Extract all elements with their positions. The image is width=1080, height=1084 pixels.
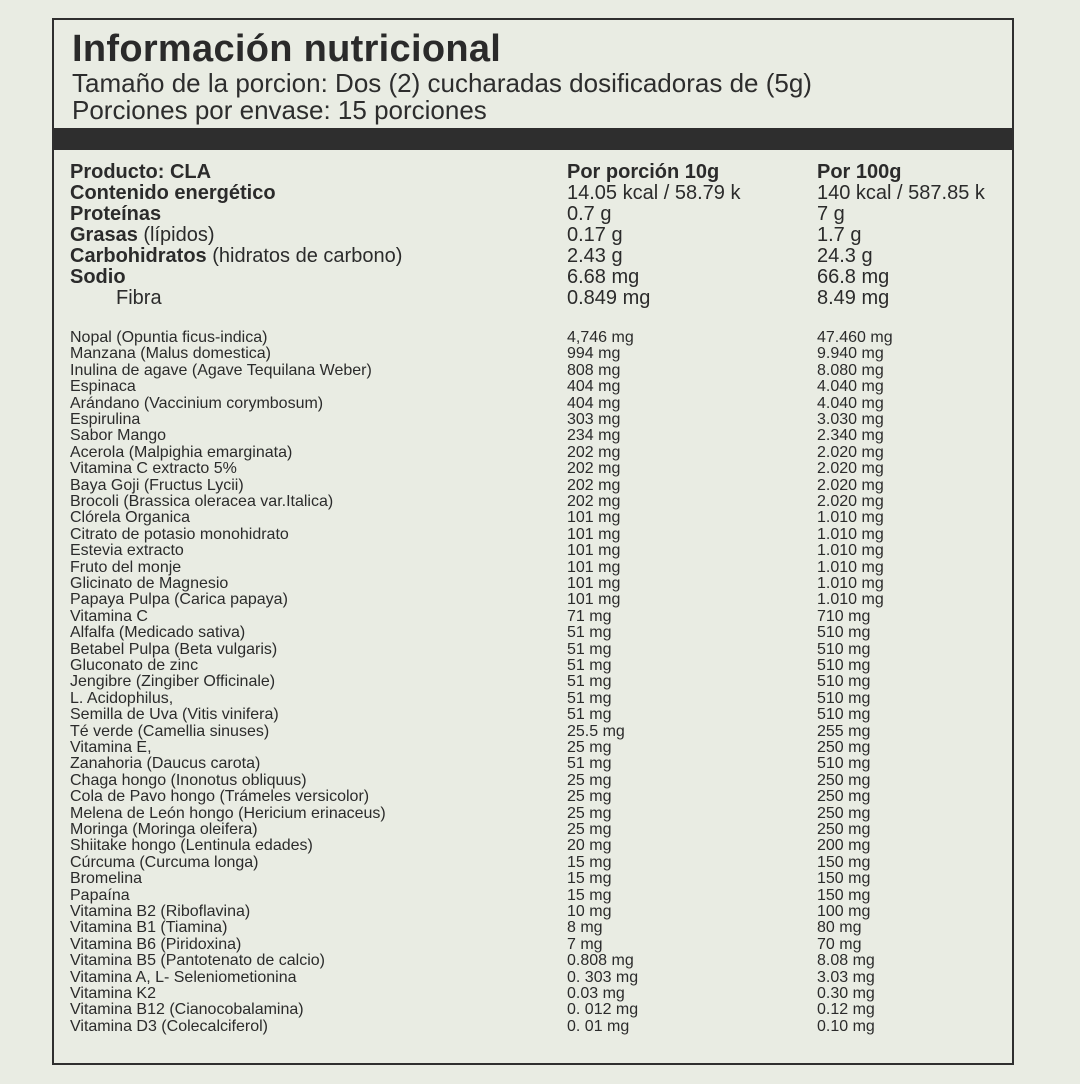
- macro-serving: 14.05 kcal / 58.79 k: [567, 182, 741, 204]
- macro-name: Carbohidratos: [70, 245, 207, 267]
- nutrition-label: [52, 18, 1014, 1065]
- ingredient-name: Baya Goji (Fructus Lycii): [70, 476, 244, 494]
- ingredient-name: Vitamina B6 (Piridoxina): [70, 935, 242, 953]
- ingredient-serving: 25 mg: [567, 771, 612, 789]
- ingredient-serving: 202 mg: [567, 443, 621, 461]
- macro-name: Grasas: [70, 224, 138, 246]
- ingredient-name: Bromelina: [70, 870, 143, 888]
- macro-label: [70, 246, 402, 267]
- ingredient-serving: 25 mg: [567, 804, 612, 822]
- ingredient-serving: 0. 012 mg: [567, 1001, 639, 1019]
- ingredient-serving: 51 mg: [567, 624, 612, 642]
- macro-per100: 1.7 g: [817, 224, 862, 246]
- ingredient-name: Papaína: [70, 886, 130, 904]
- macro-serving: 6.68 mg: [567, 266, 640, 288]
- ingredient-name: Papaya Pulpa (Carica papaya): [70, 591, 288, 609]
- ingredient-name: Betabel Pulpa (Beta vulgaris): [70, 640, 278, 658]
- macro-per100: 7 g: [817, 203, 845, 225]
- ingredient-serving: 202 mg: [567, 476, 621, 494]
- ingredient-per100: 100 mg: [817, 903, 871, 920]
- ingredient-per100: 70 mg: [817, 935, 862, 953]
- ingredient-per100: 1.010 mg: [817, 591, 884, 609]
- ingredient-per100: 1.010 mg: [817, 542, 884, 560]
- ingredient-per100: 200 mg: [817, 837, 871, 855]
- ingredient-name: Glicinato de Magnesio: [70, 575, 229, 592]
- label-title: Información nutricional: [72, 28, 502, 70]
- ingredient-per100: 8.080 mg: [817, 361, 884, 379]
- ingredient-serving: 404 mg: [567, 394, 621, 412]
- macro-qualifier: (hidratos de carbono): [206, 245, 403, 267]
- ingredient-serving: 101 mg: [567, 542, 621, 560]
- ingredient-serving: 8 mg: [567, 919, 603, 937]
- ingredient-name: Sabor Mango: [70, 427, 167, 445]
- ingredient-serving: 994 mg: [567, 345, 621, 363]
- ingredient-name: Gluconato de zinc: [70, 657, 199, 674]
- ingredient-serving: 20 mg: [567, 837, 612, 855]
- ingredient-name: Melena de León hongo (Hericium erinaceus): [70, 804, 386, 822]
- ingredient-per100: 255 mg: [817, 722, 871, 740]
- ingredient-per100: 250 mg: [817, 821, 871, 838]
- ingredient-name: Vitamina E,: [70, 739, 152, 756]
- fiber-serving: 0.849 mg: [567, 287, 651, 309]
- ingredient-per100: 3.03 mg: [817, 968, 875, 986]
- ingredient-name: Cúrcuma (Curcuma longa): [70, 853, 259, 871]
- ingredient-serving: 15 mg: [567, 870, 612, 888]
- ingredient-serving: 0.03 mg: [567, 985, 625, 1002]
- macro-label: [70, 267, 126, 288]
- ingredient-per100: 710 mg: [817, 607, 871, 625]
- ingredient-per100: 2.020 mg: [817, 476, 884, 494]
- ingredient-name: Clórela Organica: [70, 509, 191, 527]
- ingredient-name: Té verde (Camellia sinuses): [70, 722, 270, 740]
- ingredient-per100: 250 mg: [817, 739, 871, 756]
- ingredient-per100: 250 mg: [817, 788, 871, 806]
- macro-qualifier: (lípidos): [137, 224, 215, 246]
- ingredient-serving: 25.5 mg: [567, 722, 625, 740]
- ingredient-serving: 202 mg: [567, 493, 621, 510]
- ingredient-per100: 250 mg: [817, 771, 871, 789]
- ingredient-per100: 1.010 mg: [817, 509, 884, 527]
- ingredient-name: Nopal (Opuntia ficus-indica): [70, 329, 268, 346]
- ingredient-name: Chaga hongo (Inonotus obliquus): [70, 771, 307, 789]
- ingredient-per100: 9.940 mg: [817, 345, 884, 363]
- ingredient-serving: 25 mg: [567, 821, 612, 838]
- macro-per100: 66.8 mg: [817, 266, 890, 288]
- ingredient-serving: 808 mg: [567, 361, 621, 379]
- ingredient-per100: 2.020 mg: [817, 443, 884, 461]
- ingredient-per100: 0.12 mg: [817, 1001, 875, 1019]
- ingredient-serving: 101 mg: [567, 558, 621, 576]
- ingredient-per100: 510 mg: [817, 706, 871, 724]
- macro-per100: 140 kcal / 587.85 k: [817, 182, 985, 204]
- product-name: Producto: CLA: [70, 161, 212, 183]
- ingredient-name: Vitamina B2 (Riboflavina): [70, 903, 251, 920]
- fiber-per100: 8.49 mg: [817, 287, 890, 309]
- macro-name: Contenido energético: [70, 182, 276, 204]
- macro-serving: 0.17 g: [567, 224, 623, 246]
- ingredient-name: Brocoli (Brassica oleracea var.Italica): [70, 493, 334, 510]
- ingredient-per100: 1.010 mg: [817, 558, 884, 576]
- ingredient-serving: 71 mg: [567, 607, 612, 625]
- ingredient-name: Acerola (Malpighia emarginata): [70, 443, 293, 461]
- ingredient-per100: 3.030 mg: [817, 411, 884, 428]
- ingredient-per100: 150 mg: [817, 886, 871, 904]
- ingredient-serving: 10 mg: [567, 903, 612, 920]
- macro-label: [70, 225, 215, 246]
- ingredient-per100: 47.460 mg: [817, 329, 893, 346]
- macro-name: Proteínas: [70, 203, 162, 225]
- ingredient-per100: 510 mg: [817, 689, 871, 707]
- ingredient-per100: 2.340 mg: [817, 427, 884, 445]
- header-divider-bar: [54, 128, 1012, 150]
- ingredient-per100: 250 mg: [817, 804, 871, 822]
- serving-size: Tamaño de la porcion: Dos (2) cucharadas dosificadoras de (5g): [72, 68, 812, 98]
- ingredient-name: Jengibre (Zingiber Officinale): [70, 673, 276, 691]
- ingredient-per100: 2.020 mg: [817, 493, 884, 510]
- macro-label: [70, 183, 276, 204]
- ingredient-name: Arándano (Vaccinium corymbosum): [70, 394, 324, 412]
- ingredient-serving: 15 mg: [567, 886, 612, 904]
- ingredient-serving: 101 mg: [567, 525, 621, 543]
- ingredient-serving: 51 mg: [567, 673, 612, 691]
- ingredient-name: Shiitake hongo (Lentinula edades): [70, 837, 313, 855]
- ingredient-per100: 510 mg: [817, 673, 871, 691]
- ingredient-per100: 150 mg: [817, 870, 871, 888]
- ingredient-name: Manzana (Malus domestica): [70, 345, 271, 363]
- ingredient-serving: 0. 01 mg: [567, 1017, 630, 1035]
- ingredient-name: Vitamina D3 (Colecalciferol): [70, 1017, 268, 1035]
- ingredient-serving: 7 mg: [567, 935, 603, 953]
- ingredient-serving: 101 mg: [567, 575, 621, 592]
- ingredient-name: Vitamina B5 (Pantotenato de calcio): [70, 952, 325, 970]
- ingredient-per100: 2.020 mg: [817, 460, 884, 478]
- ingredient-per100: 510 mg: [817, 640, 871, 658]
- ingredient-serving: 51 mg: [567, 640, 612, 658]
- macro-label: [70, 204, 161, 225]
- ingredient-per100: 150 mg: [817, 853, 871, 871]
- ingredient-name: Espirulina: [70, 411, 141, 428]
- ingredient-name: Fruto del monje: [70, 558, 182, 576]
- macro-serving: 0.7 g: [567, 203, 612, 225]
- ingredient-per100: 1.010 mg: [817, 575, 884, 592]
- ingredient-serving: 234 mg: [567, 427, 621, 445]
- ingredient-per100: 80 mg: [817, 919, 862, 937]
- ingredient-serving: 51 mg: [567, 755, 612, 773]
- ingredient-serving: 0.808 mg: [567, 952, 634, 970]
- ingredient-name: Vitamina A, L- Seleniometionina: [70, 968, 297, 986]
- macro-name: Sodio: [70, 266, 126, 288]
- ingredient-name: L. Acidophilus,: [70, 689, 174, 707]
- ingredient-serving: 4,746 mg: [567, 329, 634, 346]
- macro-serving: 2.43 g: [567, 245, 623, 267]
- ingredient-name: Vitamina C: [70, 607, 148, 625]
- ingredient-serving: 51 mg: [567, 657, 612, 674]
- ingredient-name: Citrato de potasio monohidrato: [70, 525, 289, 543]
- ingredient-name: Cola de Pavo hongo (Trámeles versicolor): [70, 788, 370, 806]
- ingredient-name: Semilla de Uva (Vitis vinifera): [70, 706, 279, 724]
- ingredient-serving: 51 mg: [567, 706, 612, 724]
- servings-per-container: Porciones por envase: 15 porciones: [72, 95, 487, 125]
- ingredient-name: Moringa (Moringa oleifera): [70, 821, 258, 838]
- ingredient-serving: 404 mg: [567, 378, 621, 396]
- ingredient-name: Vitamina B12 (Cianocobalamina): [70, 1001, 304, 1019]
- per-serving-header: Por porción 10g: [567, 161, 720, 183]
- ingredient-serving: 202 mg: [567, 460, 621, 478]
- label-header: [72, 28, 1002, 124]
- ingredient-per100: 510 mg: [817, 657, 871, 674]
- ingredient-serving: 101 mg: [567, 591, 621, 609]
- ingredient-serving: 15 mg: [567, 853, 612, 871]
- macro-per100: 24.3 g: [817, 245, 873, 267]
- fiber-label: Fibra: [116, 287, 162, 309]
- ingredient-per100: 510 mg: [817, 755, 871, 773]
- ingredient-name: Zanahoria (Daucus carota): [70, 755, 261, 773]
- ingredient-name: Inulina de agave (Agave Tequilana Weber): [70, 361, 372, 379]
- ingredient-per100: 510 mg: [817, 624, 871, 642]
- per-100g-header: Por 100g: [817, 161, 902, 183]
- ingredient-serving: 0. 303 mg: [567, 968, 639, 986]
- ingredient-per100: 4.040 mg: [817, 378, 884, 396]
- ingredient-per100: 1.010 mg: [817, 525, 884, 543]
- ingredient-serving: 25 mg: [567, 788, 612, 806]
- ingredient-serving: 101 mg: [567, 509, 621, 527]
- ingredient-name: Alfalfa (Medicado sativa): [70, 624, 246, 642]
- ingredient-name: Espinaca: [70, 378, 136, 396]
- ingredient-name: Vitamina B1 (Tiamina): [70, 919, 228, 937]
- ingredient-per100: 0.10 mg: [817, 1017, 875, 1035]
- ingredient-per100: 8.08 mg: [817, 952, 875, 970]
- ingredient-name: Estevia extracto: [70, 542, 184, 560]
- ingredient-serving: 51 mg: [567, 689, 612, 707]
- ingredient-per100: 4.040 mg: [817, 394, 884, 412]
- ingredient-name: Vitamina K2: [70, 985, 156, 1002]
- ingredient-serving: 25 mg: [567, 739, 612, 756]
- ingredient-name: Vitamina C extracto 5%: [70, 460, 237, 478]
- ingredient-per100: 0.30 mg: [817, 985, 875, 1002]
- ingredient-serving: 303 mg: [567, 411, 621, 428]
